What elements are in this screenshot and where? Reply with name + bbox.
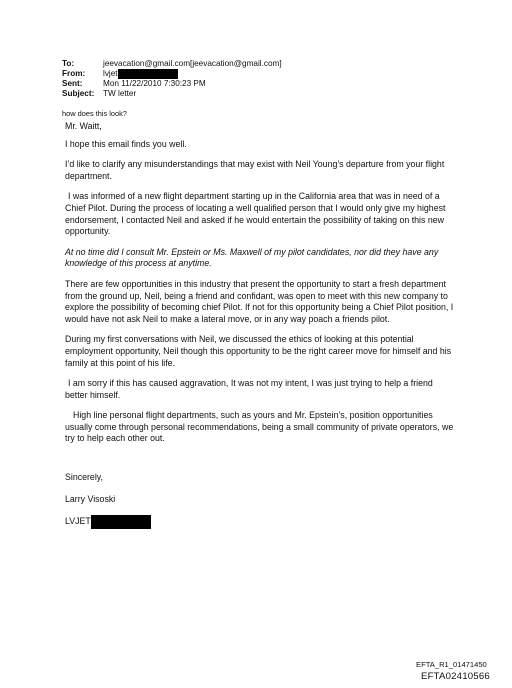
paragraph-6: During my first conversations with Neil, we discussed the ethics of looking at this potential employment opportunity, Neil though this opportunity to be the right career move for himself and his family at this point of his life. [65,334,452,368]
paragraph-1: I hope this email finds you well. [65,138,187,149]
redaction-box [118,69,178,79]
redaction-box [91,515,151,529]
sent-row [62,79,282,89]
bates-number-1: EFTA_R1_01471450 [416,660,487,669]
signature-company [65,515,457,529]
from-label: From: [62,69,86,78]
subject-value: TW letter [103,89,137,98]
paragraph-8: High line personal flight departments, such as yours and Mr. Epstein’s, position opportunities usually come through personal recommendations, being a small community of private operators, we try to help each other out. [65,410,454,444]
paragraph-3: I was informed of a new flight department starting up in the California area that was in need of a Chief Pilot. During the process of locating a well qualified person that I would only give my highest endorsement, I contacted Neil and asked if he would entertain the possibility of taking on this new opportunity. [65,191,446,237]
from-value: lvjet [103,69,118,78]
paragraph-7: I am sorry if this has caused aggravation, It was not my intent, I was just trying to help a friend better himself. [65,378,433,400]
paragraph-4: At no time did I consult Mr. Epstein or Ms. Maxwell of my pilot candidates, nor did they have any knowledge of this process at anytime. [65,246,439,269]
to-label: To: [62,59,75,68]
sent-label: Sent: [62,79,83,88]
letter-greeting: Mr. Waitt, [65,121,102,131]
paragraph-5: There are few opportunities in this industry that present the opportunity to start a fresh department from the ground up, Neil, being a friend and confidant, was open to meet with this new company to explore the possibility of becoming chief Pilot. If not for this opportunity being a Chief Pilot position, I would have not ask Neil to make a lateral move, or in any way poach a friends pilot. [65,278,454,324]
from-row [62,69,282,79]
letter-closing: Sincerely, [65,472,103,483]
to-row [62,59,282,69]
subject-row [62,89,282,99]
sent-value: Mon 11/22/2010 7:30:23 PM [103,79,206,88]
letter-body [65,121,457,529]
intro-line: how does this look? [62,109,127,118]
company-name: LVJET [65,516,91,527]
to-value: jeevacation@gmail.com[jeevacation@gmail.com] [103,59,282,68]
subject-label: Subject: [62,89,95,98]
signature-name: Larry Visoski [65,493,116,504]
bates-number-2: EFTA02410566 [421,671,490,682]
paragraph-2: I’d like to clarify any misunderstandings that may exist with Neil Young’s departure from your flight department. [65,159,445,181]
email-header [62,59,282,99]
